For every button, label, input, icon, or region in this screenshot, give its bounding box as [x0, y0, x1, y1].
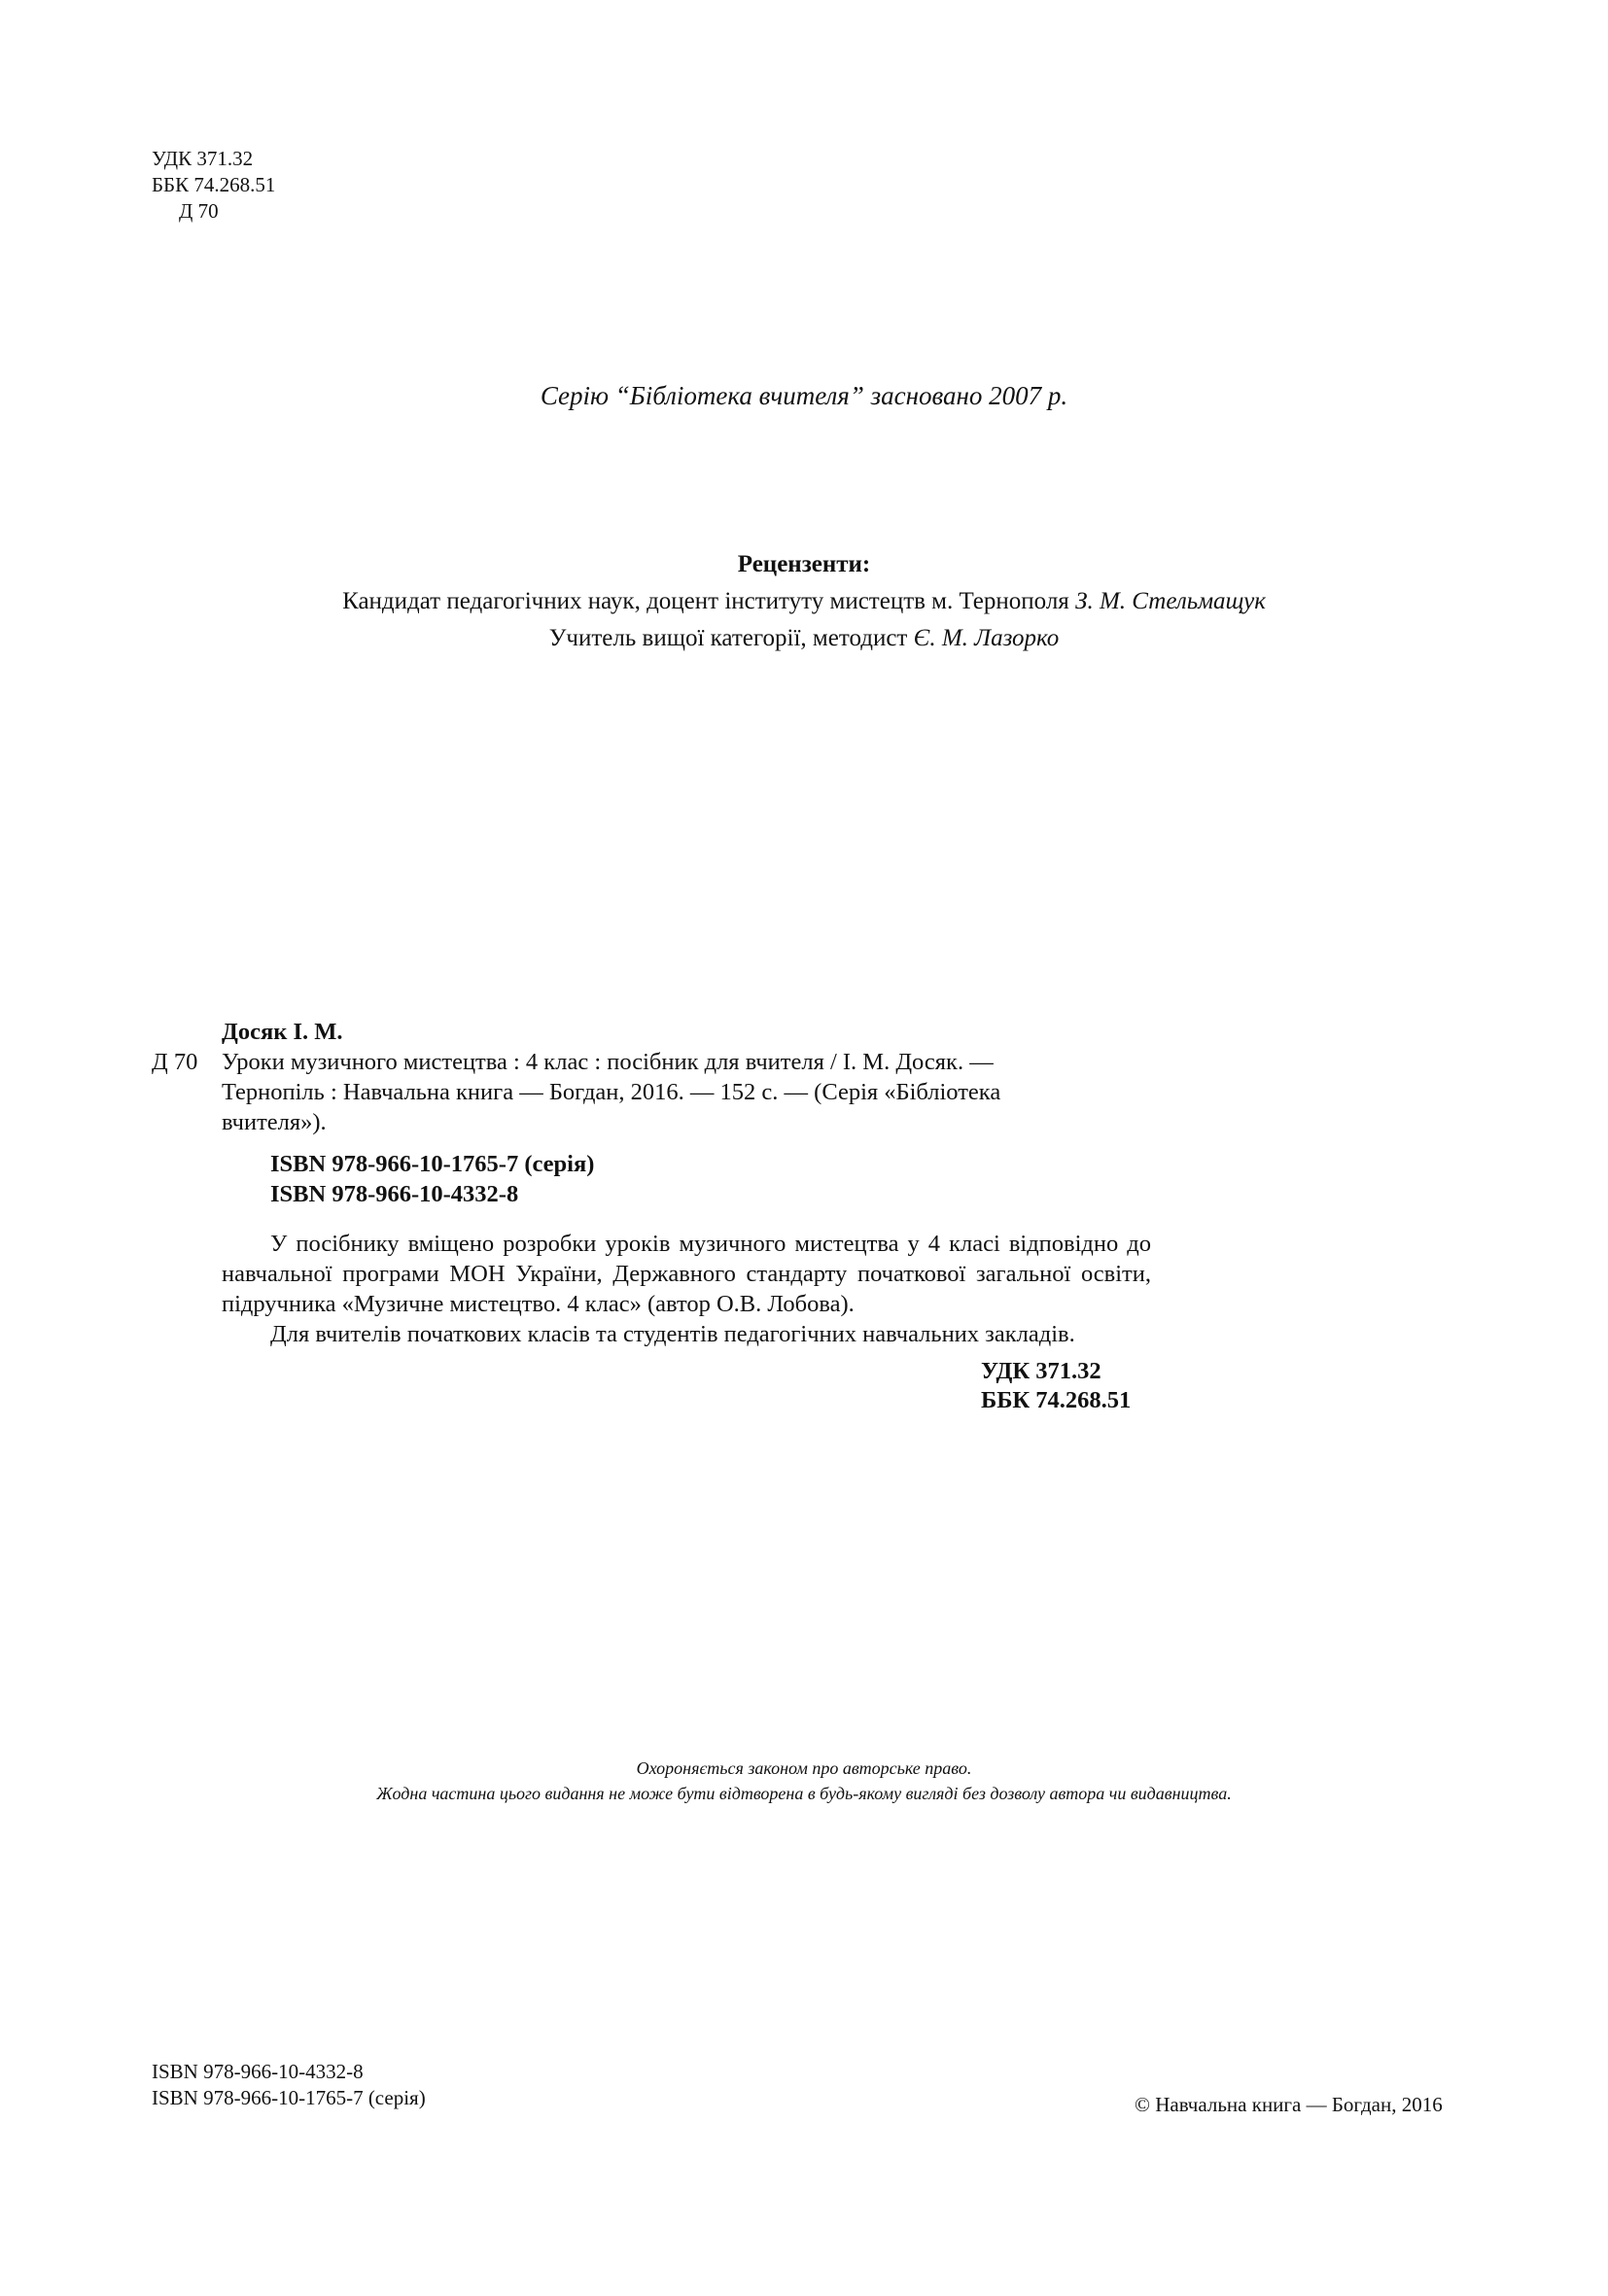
publisher-copyright: © Навчальна книга — Богдан, 2016 — [1135, 2093, 1443, 2116]
bbk-code: ББК 74.268.51 — [152, 173, 276, 196]
author-code: Д 70 — [152, 1049, 198, 1075]
reviewer-name: З. М. Стельмащук — [1075, 588, 1266, 614]
reviewer-role: Учитель вищої категорії, методист — [548, 625, 914, 651]
reviewer-line — [0, 583, 1608, 620]
reviewers-block — [0, 546, 1608, 657]
annotation-paragraph: Для вчителів початкових класів та студентів педагогічних навчальних закладів. — [270, 1321, 1075, 1347]
udc-bbk-block — [152, 1357, 1151, 1415]
reviewer-line — [0, 620, 1608, 657]
bbk-code-bold: ББК 74.268.51 — [981, 1387, 1132, 1413]
description-line: Уроки музичного мистецтва : 4 клас : посібник для вчителя / І. М. Досяк. — — [222, 1049, 994, 1075]
description-line: вчителя»). — [222, 1109, 327, 1135]
footer-isbn-series: ISBN 978-966-10-1765-7 (серія) — [152, 2086, 426, 2109]
copyright-line: Охороняється законом про авторське право. — [636, 1758, 972, 1778]
udc-code: УДК 371.32 — [152, 147, 254, 170]
isbn-series: ISBN 978-966-10-1765-7 (серія) — [270, 1151, 595, 1177]
bibliographic-record — [152, 1017, 1151, 1415]
copyright-line: Жодна частина цього видання не може бути відтворена в будь-якому вигляді без дозволу автора чи видавництва. — [376, 1784, 1232, 1803]
reviewers-heading: Рецензенти: — [737, 551, 871, 577]
reviewer-name: Є. М. Лазорко — [913, 625, 1060, 651]
classification-block — [152, 146, 275, 225]
isbn-list — [152, 1149, 1151, 1209]
annotation — [152, 1229, 1151, 1349]
reviewer-role: Кандидат педагогічних наук, доцент інституту мистецтв м. Тернополя — [342, 588, 1076, 614]
series-note: Серію “Бібліотека вчителя” засновано 2007 р. — [540, 381, 1068, 410]
isbn-book: ISBN 978-966-10-4332-8 — [270, 1181, 519, 1207]
copyright-notice — [0, 1756, 1608, 1806]
author-heading: Досяк І. М. — [222, 1019, 343, 1045]
udc-code-bold: УДК 371.32 — [981, 1358, 1101, 1384]
annotation-paragraph: У посібнику вміщено розробки уроків музичного мистецтва у 4 класі відповідно до навчальної програми МОН України, Державного стандарту початкової загальної освіти, підручника «Музичне мистецтво. 4 клас» (автор О.В. Лобова). — [222, 1231, 1151, 1317]
bibliographic-description — [152, 1047, 1151, 1137]
footer-isbn: ISBN 978-966-10-4332-8 — [152, 2060, 364, 2083]
description-line: Тернопіль : Навчальна книга — Богдан, 2016. — 152 с. — (Серія «Бібліотека — [222, 1079, 1001, 1105]
footer-isbn-block — [152, 2059, 426, 2111]
author-mark: Д 70 — [179, 199, 219, 223]
